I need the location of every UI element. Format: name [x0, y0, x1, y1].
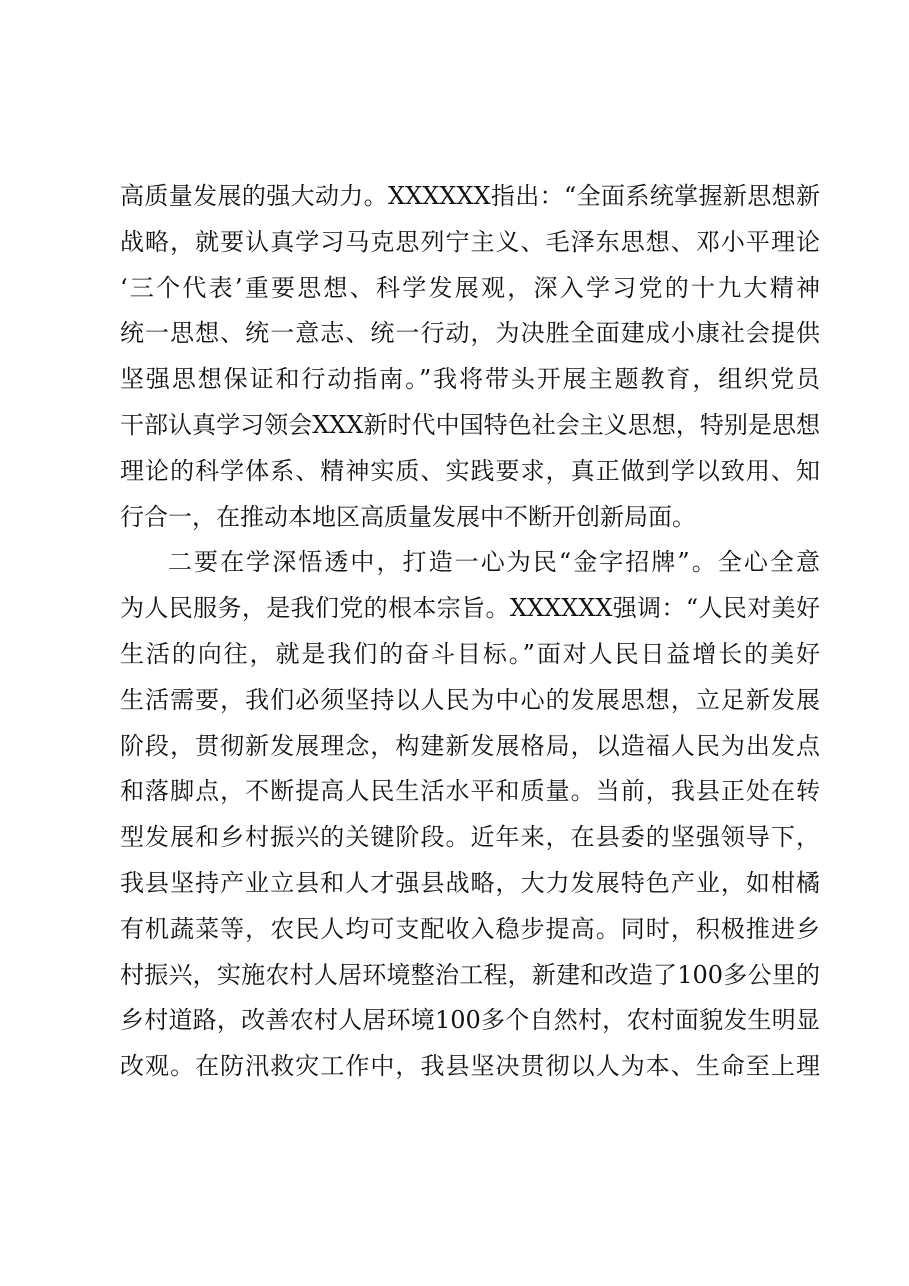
paragraph-line: 干部认真学习领会XXX新时代中国特色社会主义思想，特别是思想: [120, 410, 820, 439]
paragraph-line: 生活的向往，就是我们的奋斗目标。”面对人民日益增长的美好: [120, 639, 820, 668]
paragraph-line: 有机蔬菜等，农民人均可支配收入稳步提高。同时，积极推进乡: [120, 914, 820, 943]
paragraph-line: 乡村道路，改善农村人居环境100多个自然村，农村面貌发生明显: [120, 1006, 820, 1035]
paragraph-2: [120, 540, 820, 1090]
paragraph-line: 高质量发展的强大动力。XXXXXX指出：“全面系统掌握新思想新: [120, 182, 820, 210]
paragraph-line: ‘三个代表’重要思想、科学发展观，深入学习党的十九大精神: [120, 273, 820, 302]
paragraph-line: 村振兴，实施农村人居环境整治工程，新建和改造了100多公里的: [120, 960, 820, 989]
paragraph-line: 统一思想、统一意志、统一行动，为决胜全面建成小康社会提供: [120, 319, 820, 348]
paragraph-line: 我县坚持产业立县和人才强县战略，大力发展特色产业，如柑橘: [120, 868, 820, 897]
paragraph-line: 为人民服务，是我们党的根本宗旨。XXXXXX强调：“人民对美好: [120, 594, 820, 623]
paragraph-line: 坚强思想保证和行动指南。”我将带头开展主题教育，组织党员: [120, 365, 820, 394]
paragraph-1: [120, 174, 820, 540]
paragraph-line: 二要在学深悟透中，打造一心为民“金字招牌”。全心全意: [168, 548, 820, 577]
paragraph-line: 理论的科学体系、精神实质、实践要求，真正做到学以致用、知: [120, 456, 820, 485]
paragraph-line: 行合一，在推动本地区高质量发展中不断开创新局面。: [120, 502, 696, 531]
paragraph-line: 型发展和乡村振兴的关键阶段。近年来，在县委的坚强领导下，: [120, 823, 820, 852]
document-body: [120, 174, 820, 1090]
paragraph-line: 和落脚点，不断提高人民生活水平和质量。当前，我县正处在转: [120, 777, 820, 806]
paragraph-line: 战略，就要认真学习马克思列宁主义、毛泽东思想、邓小平理论: [120, 227, 820, 256]
paragraph-line: 生活需要，我们必须坚持以人民为中心的发展思想，立足新发展: [120, 685, 820, 714]
paragraph-line: 阶段，贯彻新发展理念，构建新发展格局，以造福人民为出发点: [120, 731, 820, 760]
paragraph-line: 改观。在防汛救灾工作中，我县坚决贯彻以人为本、生命至上理: [120, 1052, 820, 1081]
